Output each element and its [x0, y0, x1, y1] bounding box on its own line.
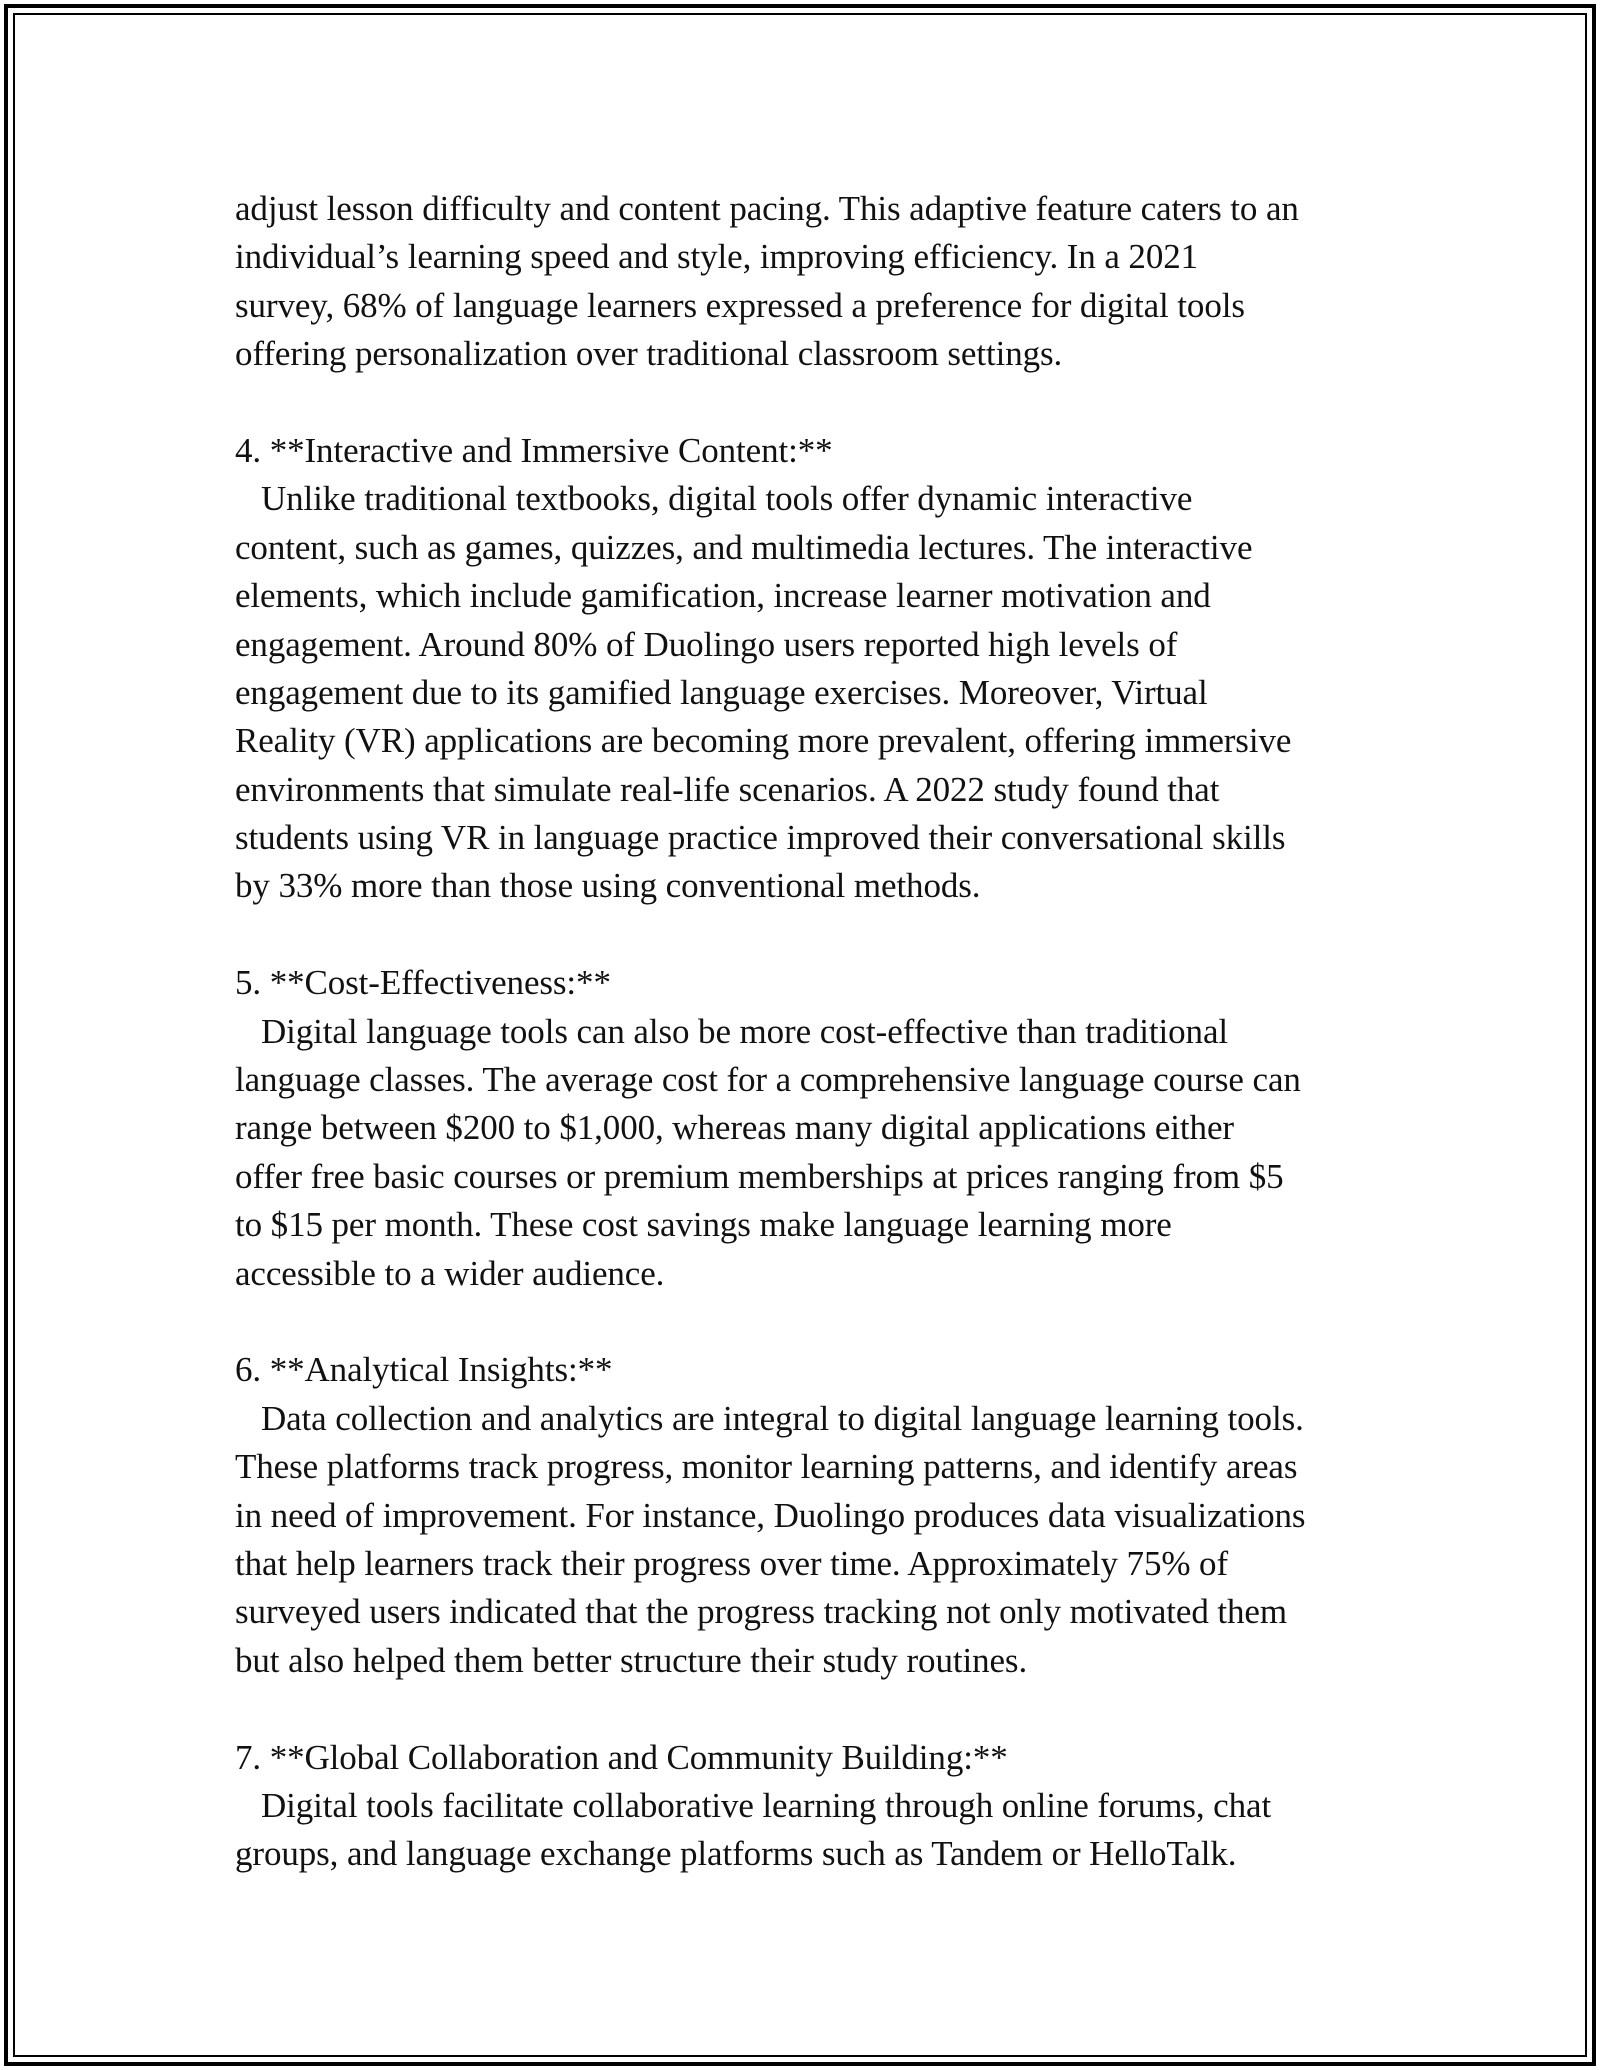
section-heading: 7. **Global Collaboration and Community Building:**: [235, 1737, 1008, 1777]
text-line: individual’s learning speed and style, improving efficiency. In a 2021: [235, 237, 1199, 277]
paragraph-spacer: [235, 1298, 1375, 1346]
text-line: content, such as games, quizzes, and multimedia lectures. The interactive: [235, 527, 1253, 567]
section-global-collaboration: [235, 1734, 1375, 1879]
text-line: offer free basic courses or premium memberships at prices ranging from $5: [235, 1156, 1284, 1196]
text-line: groups, and language exchange platforms such as Tandem or HelloTalk.: [235, 1834, 1237, 1874]
paragraph-spacer: [235, 379, 1375, 427]
section-cost-effectiveness: [235, 959, 1375, 1298]
text-line: range between $200 to $1,000, whereas many digital applications either: [235, 1108, 1234, 1148]
text-line: by 33% more than those using conventional methods.: [235, 866, 981, 906]
paragraph-spacer: [235, 1685, 1375, 1733]
text-line: environments that simulate real-life scenarios. A 2022 study found that: [235, 769, 1220, 809]
text-line: Unlike traditional textbooks, digital tools offer dynamic interactive: [235, 479, 1193, 519]
section-heading: 4. **Interactive and Immersive Content:**: [235, 430, 833, 470]
text-line: accessible to a wider audience.: [235, 1253, 665, 1293]
text-line: elements, which include gamification, increase learner motivation and: [235, 576, 1211, 616]
text-line: These platforms track progress, monitor learning patterns, and identify areas: [235, 1447, 1298, 1487]
text-line: Data collection and analytics are integral to digital language learning tools.: [235, 1398, 1304, 1438]
text-line: to $15 per month. These cost savings make language learning more: [235, 1205, 1172, 1245]
text-line: surveyed users indicated that the progress tracking not only motivated them: [235, 1592, 1287, 1632]
document-body: [235, 185, 1375, 1879]
text-line: Reality (VR) applications are becoming more prevalent, offering immersive: [235, 721, 1292, 761]
paragraph-spacer: [235, 911, 1375, 959]
section-heading: 5. **Cost-Effectiveness:**: [235, 963, 611, 1003]
text-line: that help learners track their progress over time. Approximately 75% of: [235, 1543, 1228, 1583]
text-line: Digital tools facilitate collaborative learning through online forums, chat: [235, 1785, 1272, 1825]
text-line: adjust lesson difficulty and content pacing. This adaptive feature caters to an: [235, 189, 1299, 228]
section-heading: 6. **Analytical Insights:**: [235, 1350, 613, 1390]
text-line: students using VR in language practice improved their conversational skills: [235, 818, 1286, 858]
text-line: in need of improvement. For instance, Duolingo produces data visualizations: [235, 1495, 1306, 1535]
text-line: engagement. Around 80% of Duolingo users reported high levels of: [235, 624, 1178, 664]
intro-paragraph: [235, 185, 1375, 379]
text-line: engagement due to its gamified language exercises. Moreover, Virtual: [235, 672, 1208, 712]
text-line: offering personalization over traditional classroom settings.: [235, 334, 1063, 374]
text-line: survey, 68% of language learners expressed a preference for digital tools: [235, 285, 1245, 325]
section-analytical-insights: [235, 1346, 1375, 1685]
text-line: language classes. The average cost for a comprehensive language course can: [235, 1060, 1301, 1100]
section-interactive-content: [235, 427, 1375, 911]
text-line: but also helped them better structure their study routines.: [235, 1640, 1028, 1680]
text-line: Digital language tools can also be more cost-effective than traditional: [235, 1011, 1229, 1051]
